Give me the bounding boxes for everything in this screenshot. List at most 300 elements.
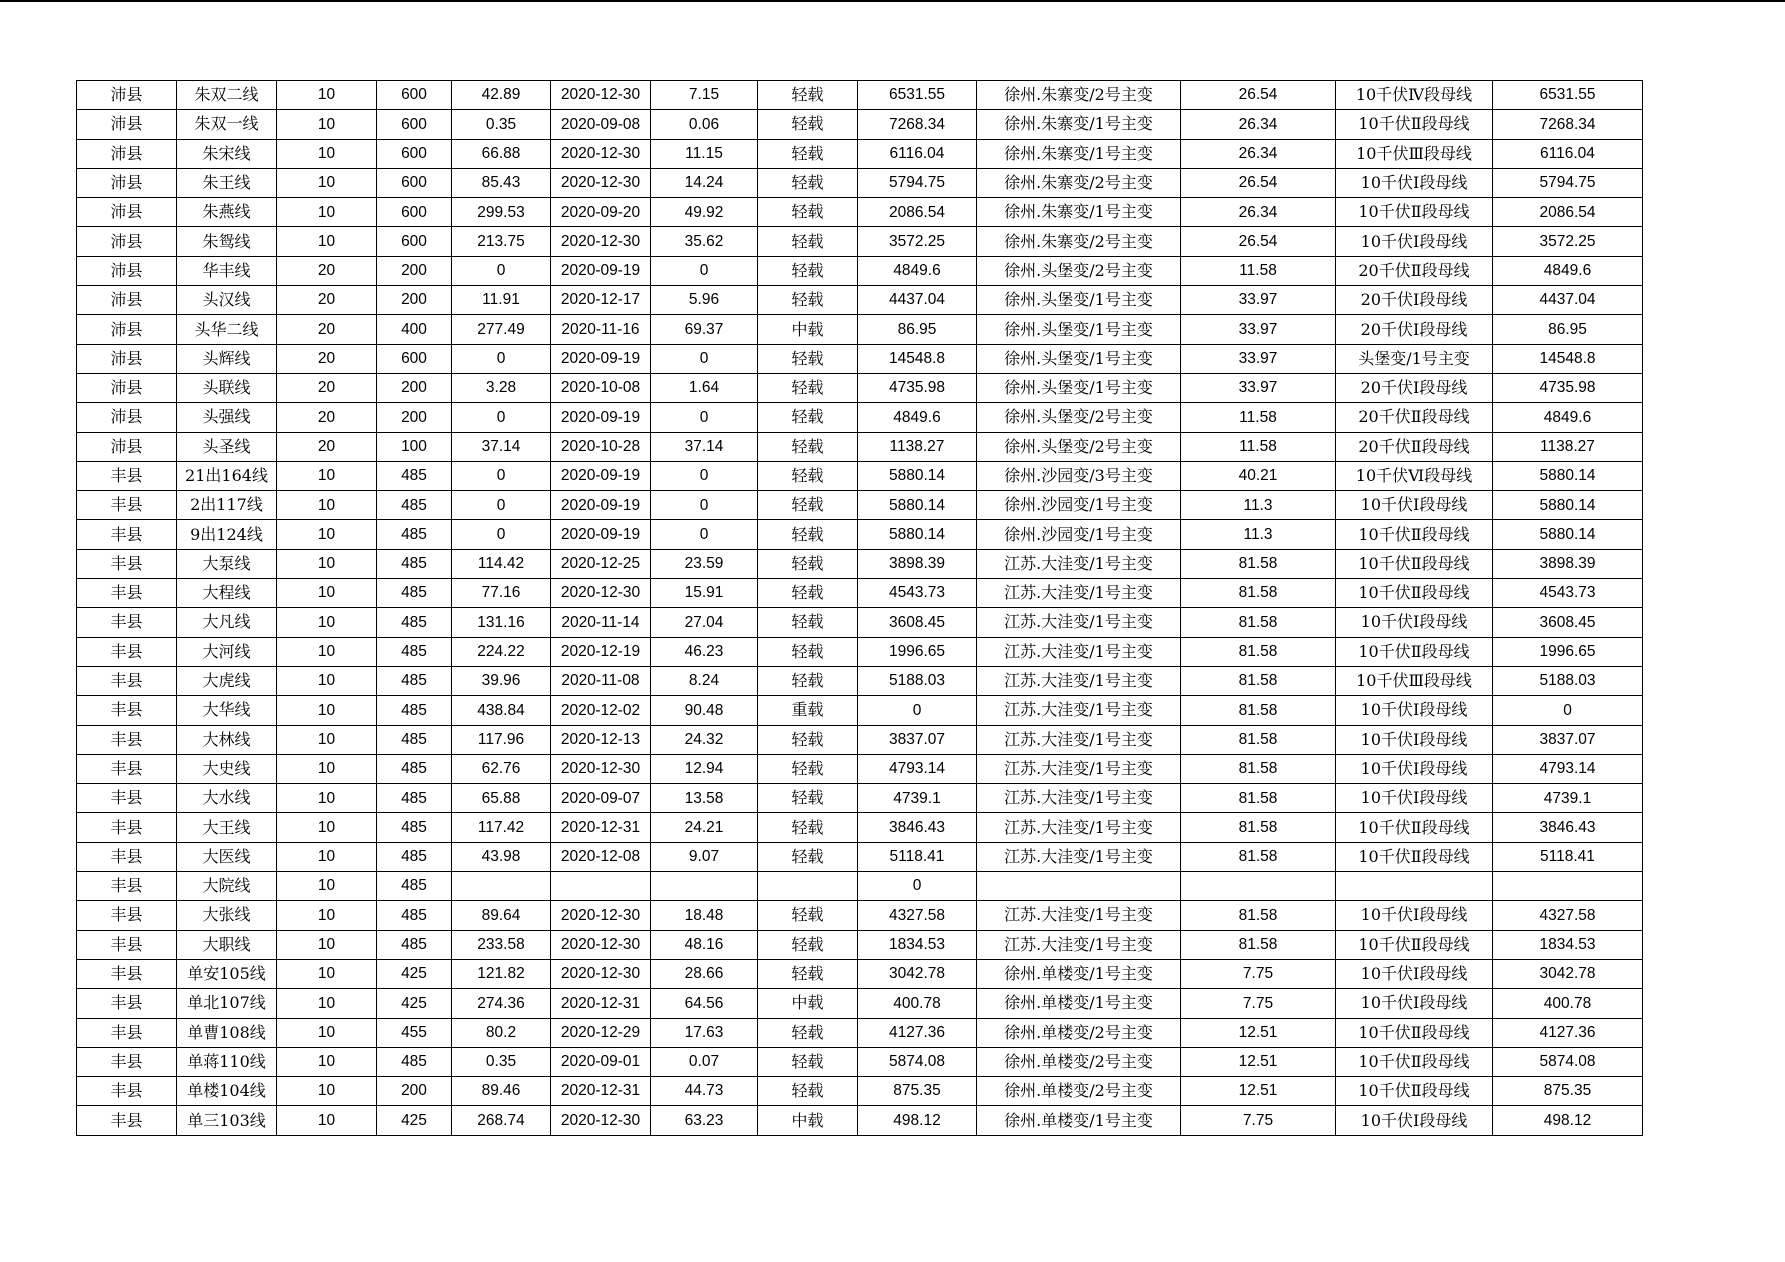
table-cell: 轻载	[758, 168, 858, 197]
table-cell: 121.82	[452, 959, 551, 988]
table-cell: 轻载	[758, 461, 858, 490]
table-cell: 沛县	[77, 168, 177, 197]
table-cell: 丰县	[77, 930, 177, 959]
table-cell: 10	[277, 1106, 377, 1135]
table-cell: 10千伏Ⅰ段母线	[1336, 901, 1493, 930]
table-cell: 81.58	[1181, 549, 1336, 578]
table-cell: 头汉线	[177, 286, 277, 315]
table-cell: 2020-09-01	[551, 1047, 651, 1076]
table-cell: 20	[277, 256, 377, 285]
table-cell: 沛县	[77, 227, 177, 256]
table-cell: 10	[277, 139, 377, 168]
table-cell: 600	[377, 110, 452, 139]
table-cell: 42.89	[452, 81, 551, 110]
table-cell: 485	[377, 901, 452, 930]
table-cell: 10千伏Ⅱ段母线	[1336, 549, 1493, 578]
table-cell: 4849.6	[858, 403, 977, 432]
table-row	[77, 432, 1643, 461]
table-cell: 37.14	[452, 432, 551, 461]
table-cell: 朱宋线	[177, 139, 277, 168]
table-cell: 7.75	[1181, 1106, 1336, 1135]
table-cell: 轻载	[758, 637, 858, 666]
table-cell: 20	[277, 315, 377, 344]
table-cell: 33.97	[1181, 344, 1336, 373]
table-cell: 2020-12-02	[551, 696, 651, 725]
table-cell: 10	[277, 901, 377, 930]
table-cell: 10	[277, 872, 377, 901]
table-cell: 2020-12-17	[551, 286, 651, 315]
table-cell	[651, 872, 758, 901]
table-cell: 0	[651, 461, 758, 490]
table-cell: 2020-12-30	[551, 901, 651, 930]
table-cell: 20	[277, 373, 377, 402]
table-cell: 轻载	[758, 901, 858, 930]
table-cell: 大院线	[177, 872, 277, 901]
table-row	[77, 286, 1643, 315]
table-row	[77, 784, 1643, 813]
table-cell: 丰县	[77, 696, 177, 725]
table-cell: 10千伏Ⅰ段母线	[1336, 959, 1493, 988]
table-cell: 徐州.沙园变/1号主变	[977, 491, 1181, 520]
table-cell: 轻载	[758, 930, 858, 959]
table-cell: 10千伏Ⅳ段母线	[1336, 81, 1493, 110]
table-cell: 10千伏Ⅱ段母线	[1336, 579, 1493, 608]
table-cell: 485	[377, 1047, 452, 1076]
table-cell: 大张线	[177, 901, 277, 930]
table-cell: 丰县	[77, 637, 177, 666]
table-cell: 0	[651, 256, 758, 285]
table-cell: 10千伏Ⅰ段母线	[1336, 168, 1493, 197]
table-cell: 14.24	[651, 168, 758, 197]
table-cell: 轻载	[758, 842, 858, 871]
table-cell: 2020-12-25	[551, 549, 651, 578]
table-cell: 1996.65	[1493, 637, 1643, 666]
table-cell: 朱双二线	[177, 81, 277, 110]
table-cell: 33.97	[1181, 373, 1336, 402]
table-cell: 117.96	[452, 725, 551, 754]
table-cell: 轻载	[758, 139, 858, 168]
table-cell: 10千伏Ⅱ段母线	[1336, 930, 1493, 959]
table-cell: 4437.04	[858, 286, 977, 315]
table-cell: 朱王线	[177, 168, 277, 197]
table-cell: 5880.14	[1493, 491, 1643, 520]
table-cell: 徐州.单楼变/2号主变	[977, 1077, 1181, 1106]
table-cell: 2020-12-29	[551, 1018, 651, 1047]
table-cell: 大虎线	[177, 666, 277, 695]
table-cell: 10	[277, 549, 377, 578]
table-cell: 丰县	[77, 754, 177, 783]
table-cell: 单曹108线	[177, 1018, 277, 1047]
table-cell: 10千伏Ⅰ段母线	[1336, 784, 1493, 813]
table-cell: 徐州.头堡变/2号主变	[977, 432, 1181, 461]
table-cell: 丰县	[77, 1018, 177, 1047]
table-cell: 轻载	[758, 754, 858, 783]
table-cell: 18.48	[651, 901, 758, 930]
table-cell: 丰县	[77, 491, 177, 520]
table-cell: 400.78	[1493, 989, 1643, 1018]
table-row	[77, 754, 1643, 783]
table-cell: 大王线	[177, 813, 277, 842]
table-cell: 7268.34	[858, 110, 977, 139]
table-cell: 大泵线	[177, 549, 277, 578]
table-cell: 485	[377, 725, 452, 754]
table-cell: 26.34	[1181, 110, 1336, 139]
table-cell: 大华线	[177, 696, 277, 725]
table-cell: 单北107线	[177, 989, 277, 1018]
table-cell: 4127.36	[1493, 1018, 1643, 1047]
table-row	[77, 139, 1643, 168]
table-row	[77, 579, 1643, 608]
table-cell: 0.35	[452, 1047, 551, 1076]
table-cell: 徐州.头堡变/1号主变	[977, 315, 1181, 344]
table-cell: 11.58	[1181, 432, 1336, 461]
table-cell: 81.58	[1181, 842, 1336, 871]
table-cell: 朱燕线	[177, 198, 277, 227]
table-cell: 2020-12-30	[551, 930, 651, 959]
table-cell: 10	[277, 1018, 377, 1047]
table-row	[77, 1018, 1643, 1047]
table-cell: 4793.14	[1493, 754, 1643, 783]
table-cell: 江苏.大洼变/1号主变	[977, 608, 1181, 637]
table-cell	[1336, 872, 1493, 901]
table-cell	[1493, 872, 1643, 901]
table-cell: 10千伏Ⅱ段母线	[1336, 1018, 1493, 1047]
table-cell: 1996.65	[858, 637, 977, 666]
table-cell: 62.76	[452, 754, 551, 783]
table-cell: 4739.1	[858, 784, 977, 813]
table-cell: 63.23	[651, 1106, 758, 1135]
table-cell: 中载	[758, 1106, 858, 1135]
table-cell: 头华二线	[177, 315, 277, 344]
table-cell: 轻载	[758, 608, 858, 637]
table-cell: 0.07	[651, 1047, 758, 1076]
table-cell: 10千伏Ⅰ段母线	[1336, 491, 1493, 520]
table-cell: 46.23	[651, 637, 758, 666]
table-cell: 10千伏Ⅰ段母线	[1336, 725, 1493, 754]
table-cell: 81.58	[1181, 754, 1336, 783]
table-row	[77, 1047, 1643, 1076]
table-cell: 10	[277, 930, 377, 959]
table-cell: 0	[1493, 696, 1643, 725]
table-cell: 轻载	[758, 81, 858, 110]
table-cell: 200	[377, 403, 452, 432]
table-cell: 5794.75	[858, 168, 977, 197]
table-cell: 20	[277, 344, 377, 373]
table-cell: 轻载	[758, 1047, 858, 1076]
table-cell: 大医线	[177, 842, 277, 871]
table-cell: 69.37	[651, 315, 758, 344]
table-cell: 200	[377, 373, 452, 402]
table-cell: 沛县	[77, 198, 177, 227]
table-cell: 600	[377, 81, 452, 110]
table-cell: 大史线	[177, 754, 277, 783]
table-cell: 轻载	[758, 256, 858, 285]
table-cell: 12.51	[1181, 1077, 1336, 1106]
table-cell: 11.3	[1181, 520, 1336, 549]
table-cell: 10	[277, 989, 377, 1018]
table-cell: 6116.04	[858, 139, 977, 168]
table-cell: 81.58	[1181, 608, 1336, 637]
table-cell: 轻载	[758, 1077, 858, 1106]
table-cell: 沛县	[77, 432, 177, 461]
table-cell: 轻载	[758, 227, 858, 256]
table-row	[77, 373, 1643, 402]
table-cell: 沛县	[77, 256, 177, 285]
table-cell: 2020-09-19	[551, 403, 651, 432]
table-cell: 徐州.头堡变/1号主变	[977, 373, 1181, 402]
table-cell: 600	[377, 227, 452, 256]
table-cell: 4849.6	[1493, 403, 1643, 432]
table-cell: 5188.03	[858, 666, 977, 695]
table-cell: 2020-09-19	[551, 256, 651, 285]
table-cell: 重载	[758, 696, 858, 725]
table-cell: 26.54	[1181, 81, 1336, 110]
table-cell: 2020-10-28	[551, 432, 651, 461]
table-cell: 轻载	[758, 432, 858, 461]
table-cell: 400.78	[858, 989, 977, 1018]
table-cell: 中载	[758, 989, 858, 1018]
table-cell: 10	[277, 784, 377, 813]
table-cell: 2020-09-07	[551, 784, 651, 813]
table-cell	[1181, 872, 1336, 901]
table-cell: 轻载	[758, 579, 858, 608]
table-cell: 丰县	[77, 666, 177, 695]
table-cell: 0	[452, 520, 551, 549]
table-cell: 0	[452, 461, 551, 490]
table-row	[77, 637, 1643, 666]
table-cell: 单蒋110线	[177, 1047, 277, 1076]
table-cell: 单三103线	[177, 1106, 277, 1135]
table-cell: 20千伏Ⅱ段母线	[1336, 256, 1493, 285]
table-cell: 20千伏Ⅰ段母线	[1336, 315, 1493, 344]
table-cell: 4327.58	[1493, 901, 1643, 930]
table-cell: 1138.27	[858, 432, 977, 461]
table-cell: 10	[277, 227, 377, 256]
table-cell: 丰县	[77, 461, 177, 490]
table-cell: 81.58	[1181, 666, 1336, 695]
table-cell: 13.58	[651, 784, 758, 813]
table-cell: 12.94	[651, 754, 758, 783]
table-row	[77, 256, 1643, 285]
table-cell: 28.66	[651, 959, 758, 988]
table-cell: 10	[277, 81, 377, 110]
table-cell: 213.75	[452, 227, 551, 256]
table-cell: 4735.98	[1493, 373, 1643, 402]
table-cell: 15.91	[651, 579, 758, 608]
table-row	[77, 491, 1643, 520]
feeder-capacity-table	[76, 80, 1643, 1136]
table-cell: 485	[377, 696, 452, 725]
table-row	[77, 198, 1643, 227]
table-cell: 37.14	[651, 432, 758, 461]
table-cell: 0	[858, 872, 977, 901]
table-cell: 5874.08	[1493, 1047, 1643, 1076]
table-row	[77, 989, 1643, 1018]
table-cell: 2020-12-31	[551, 989, 651, 1018]
table-cell: 2020-12-13	[551, 725, 651, 754]
table-cell: 江苏.大洼变/1号主变	[977, 901, 1181, 930]
table-cell: 81.58	[1181, 930, 1336, 959]
table-cell: 12.51	[1181, 1047, 1336, 1076]
table-cell: 11.3	[1181, 491, 1336, 520]
table-cell: 20千伏Ⅰ段母线	[1336, 373, 1493, 402]
table-cell: 3846.43	[1493, 813, 1643, 842]
table-cell: 徐州.单楼变/2号主变	[977, 1047, 1181, 1076]
table-cell: 2出117线	[177, 491, 277, 520]
table-row	[77, 901, 1643, 930]
table-cell: 大河线	[177, 637, 277, 666]
table-cell: 10千伏Ⅱ段母线	[1336, 1077, 1493, 1106]
table-cell: 徐州.朱寨变/2号主变	[977, 227, 1181, 256]
table-cell: 20	[277, 286, 377, 315]
table-cell: 10千伏Ⅱ段母线	[1336, 842, 1493, 871]
table-cell: 江苏.大洼变/1号主变	[977, 754, 1181, 783]
table-cell: 4849.6	[858, 256, 977, 285]
table-cell: 沛县	[77, 139, 177, 168]
table-cell: 4437.04	[1493, 286, 1643, 315]
table-cell: 485	[377, 579, 452, 608]
table-cell: 2020-12-08	[551, 842, 651, 871]
table-cell: 3837.07	[858, 725, 977, 754]
table-cell: 81.58	[1181, 637, 1336, 666]
table-cell: 轻载	[758, 666, 858, 695]
table-cell: 2020-09-19	[551, 491, 651, 520]
table-cell: 5880.14	[858, 491, 977, 520]
table-row	[77, 930, 1643, 959]
table-cell: 268.74	[452, 1106, 551, 1135]
table-cell: 10	[277, 959, 377, 988]
table-cell: 0	[452, 403, 551, 432]
table-cell: 2020-11-16	[551, 315, 651, 344]
table-cell: 81.58	[1181, 901, 1336, 930]
table-body	[77, 81, 1643, 1136]
table-cell: 丰县	[77, 901, 177, 930]
table-cell: 大水线	[177, 784, 277, 813]
table-cell: 485	[377, 549, 452, 578]
table-cell: 徐州.头堡变/1号主变	[977, 286, 1181, 315]
table-cell: 485	[377, 813, 452, 842]
table-cell: 0.06	[651, 110, 758, 139]
table-cell: 24.32	[651, 725, 758, 754]
table-cell: 10	[277, 842, 377, 871]
table-cell: 2020-12-30	[551, 754, 651, 783]
table-cell: 头联线	[177, 373, 277, 402]
table-cell: 39.96	[452, 666, 551, 695]
table-cell: 77.16	[452, 579, 551, 608]
page-top-rule	[0, 0, 1785, 2]
table-cell: 轻载	[758, 1018, 858, 1047]
table-cell: 2020-12-30	[551, 1106, 651, 1135]
table-cell: 20千伏Ⅱ段母线	[1336, 432, 1493, 461]
table-cell: 10	[277, 725, 377, 754]
table-cell: 徐州.朱寨变/1号主变	[977, 139, 1181, 168]
table-cell: 299.53	[452, 198, 551, 227]
table-row	[77, 666, 1643, 695]
table-cell: 10千伏Ⅲ段母线	[1336, 666, 1493, 695]
table-cell: 7.75	[1181, 959, 1336, 988]
table-cell: 轻载	[758, 110, 858, 139]
table-row	[77, 461, 1643, 490]
table-cell: 24.21	[651, 813, 758, 842]
table-cell: 11.58	[1181, 256, 1336, 285]
table-cell: 沛县	[77, 373, 177, 402]
table-cell: 600	[377, 168, 452, 197]
table-cell: 3042.78	[858, 959, 977, 988]
table-cell: 485	[377, 520, 452, 549]
table-cell: 1834.53	[1493, 930, 1643, 959]
table-cell: 20千伏Ⅱ段母线	[1336, 403, 1493, 432]
table-cell: 10千伏Ⅰ段母线	[1336, 754, 1493, 783]
table-cell: 3042.78	[1493, 959, 1643, 988]
table-cell: 35.62	[651, 227, 758, 256]
table-cell: 17.63	[651, 1018, 758, 1047]
table-cell: 头辉线	[177, 344, 277, 373]
table-cell: 9.07	[651, 842, 758, 871]
table-row	[77, 608, 1643, 637]
table-cell: 26.54	[1181, 168, 1336, 197]
table-cell: 5874.08	[858, 1047, 977, 1076]
table-cell	[758, 872, 858, 901]
table-cell: 丰县	[77, 608, 177, 637]
table-cell: 10千伏Ⅲ段母线	[1336, 139, 1493, 168]
table-cell: 26.34	[1181, 139, 1336, 168]
table-cell: 华丰线	[177, 256, 277, 285]
table-row	[77, 549, 1643, 578]
table-cell: 5880.14	[858, 520, 977, 549]
table-cell: 徐州.沙园变/3号主变	[977, 461, 1181, 490]
table-cell: 头圣线	[177, 432, 277, 461]
table-cell: 85.43	[452, 168, 551, 197]
table-cell: 600	[377, 139, 452, 168]
table-cell: 轻载	[758, 784, 858, 813]
table-cell: 丰县	[77, 1077, 177, 1106]
table-cell: 65.88	[452, 784, 551, 813]
table-cell: 2020-12-31	[551, 813, 651, 842]
table-cell: 26.34	[1181, 198, 1336, 227]
table-cell: 轻载	[758, 813, 858, 842]
table-row	[77, 110, 1643, 139]
table-cell: 轻载	[758, 491, 858, 520]
table-cell: 大程线	[177, 579, 277, 608]
table-cell: 131.16	[452, 608, 551, 637]
table-cell: 头堡变/1号主变	[1336, 344, 1493, 373]
table-cell: 沛县	[77, 81, 177, 110]
table-cell: 10	[277, 579, 377, 608]
table-cell: 徐州.单楼变/1号主变	[977, 1106, 1181, 1135]
table-cell: 81.58	[1181, 813, 1336, 842]
table-cell: 大凡线	[177, 608, 277, 637]
table-cell: 438.84	[452, 696, 551, 725]
table-cell: 2020-11-14	[551, 608, 651, 637]
table-cell: 3846.43	[858, 813, 977, 842]
table-row	[77, 344, 1643, 373]
table-cell: 徐州.头堡变/1号主变	[977, 344, 1181, 373]
table-cell: 江苏.大洼变/1号主变	[977, 725, 1181, 754]
table-row	[77, 813, 1643, 842]
table-cell: 485	[377, 784, 452, 813]
table-cell: 3898.39	[858, 549, 977, 578]
table-cell: 轻载	[758, 373, 858, 402]
table-cell: 114.42	[452, 549, 551, 578]
table-cell: 43.98	[452, 842, 551, 871]
table-cell: 丰县	[77, 579, 177, 608]
table-row	[77, 403, 1643, 432]
table-cell: 20	[277, 432, 377, 461]
table-cell: 徐州.头堡变/2号主变	[977, 403, 1181, 432]
table-cell: 2020-12-31	[551, 1077, 651, 1106]
table-cell: 丰县	[77, 813, 177, 842]
table-cell: 丰县	[77, 842, 177, 871]
